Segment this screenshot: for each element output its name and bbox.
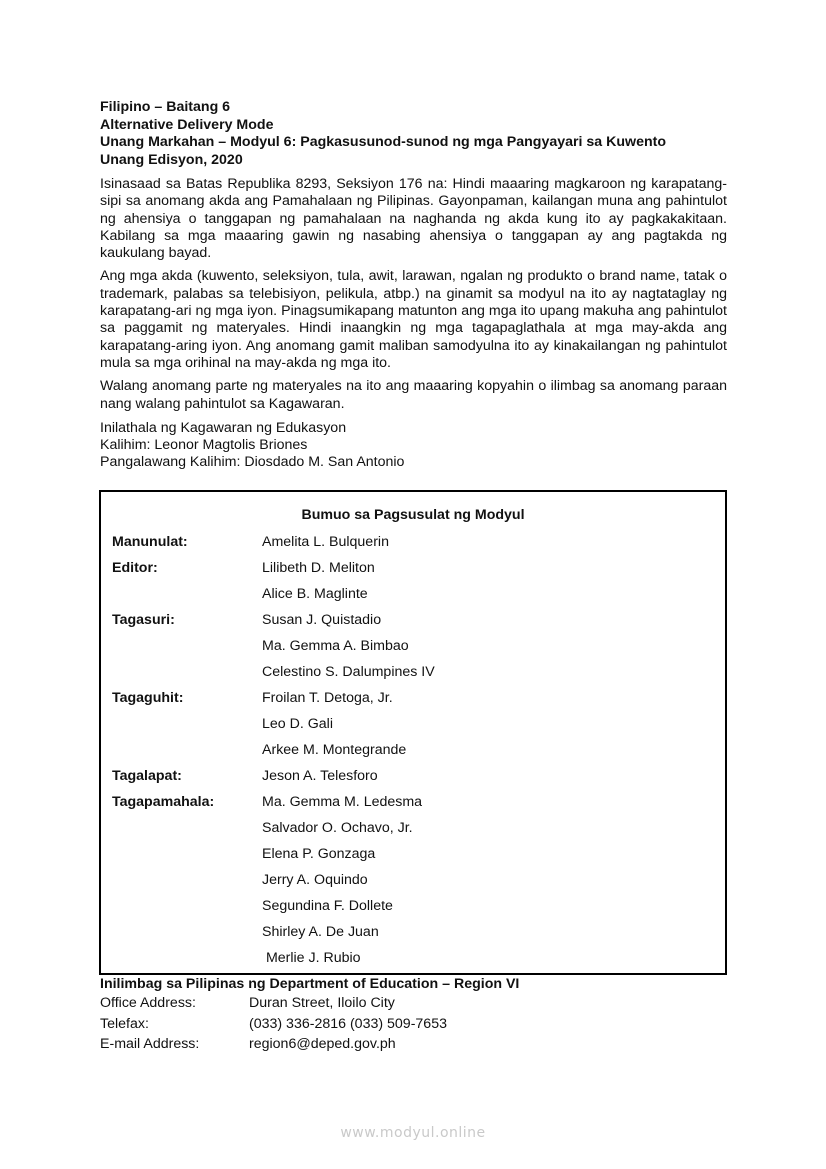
credit-row xyxy=(112,872,715,898)
delivery-mode: Alternative Delivery Mode xyxy=(100,116,274,133)
document-header xyxy=(100,99,727,169)
trademark-paragraph: Ang mga akda (kuwento, seleksiyon, tula, awit, larawan, ngalan ng produkto o brand name, tatak o trademark, palabas sa telebisiyon, pelikula, atbp.) na ginamit sa modyul na ito ay nagtataglay ng karapatang-ari ng mga iyon. Pinagsumikapang matunton ang mga ito upang makuha ang pahintulot sa paggamit ng materyales. Hindi inaangkin ng mga tagapaglathala at mga may-akda ang karapatang-aring iyon. Ang anomang gamit maliban samodyulna ito ay kinakailangan ng pahintulot mula sa mga orihinal na may-akda ng mga ito. xyxy=(100,268,727,371)
contact-value: Duran Street, Iloilo City xyxy=(249,995,395,1011)
credit-name: Alice B. Maglinte xyxy=(262,586,368,602)
contact-label: Office Address: xyxy=(100,995,196,1011)
credit-name: Jeson A. Telesforo xyxy=(262,768,378,784)
credit-row xyxy=(112,534,715,560)
copyright-paragraph: Isinasaad sa Batas Republika 8293, Seksiyon 176 na: Hindi maaaring magkaroon ng karapatang-sipi sa anomang akda ang Pamahalaan ng Pilipinas. Gayonpaman, kailangan muna ang pahintulot ng ahensiya o tanggapan ng pamahalaan na naghanda ng akda kung ito ay pagkakakitaan. Kabilang sa mga maaaring gawin ng nasabing ahensiya o tanggapan ay ang pagtakda ng kaukulang bayad. xyxy=(100,176,727,262)
contact-row xyxy=(100,1034,740,1055)
credits-list xyxy=(112,534,715,976)
credit-name: Ma. Gemma M. Ledesma xyxy=(262,794,423,810)
contact-list xyxy=(100,993,740,1055)
undersecretary-line: Pangalawang Kalihim: Diosdado M. San Antonio xyxy=(100,454,405,471)
credit-row xyxy=(112,794,715,820)
credit-row xyxy=(112,898,715,924)
credit-row xyxy=(112,664,715,690)
credit-row xyxy=(112,560,715,586)
contact-row xyxy=(100,1014,740,1035)
contact-value: region6@deped.gov.ph xyxy=(249,1036,396,1052)
credit-role: Tagapamahala: xyxy=(112,794,215,810)
credit-name: Elena P. Gonzaga xyxy=(262,846,376,862)
credit-name: Ma. Gemma A. Bimbao xyxy=(262,638,409,654)
credit-row xyxy=(112,846,715,872)
secretary-line: Kalihim: Leonor Magtolis Briones xyxy=(100,437,308,454)
credit-role: Tagalapat: xyxy=(112,768,182,784)
printer-title: Inilimbag sa Pilipinas ng Department of Education – Region VI xyxy=(100,976,520,992)
credit-row xyxy=(112,612,715,638)
credit-role: Tagaguhit: xyxy=(112,690,184,706)
copyright-page xyxy=(100,99,727,472)
credit-name: Leo D. Gali xyxy=(262,716,333,732)
credit-row xyxy=(112,742,715,768)
contact-label: E-mail Address: xyxy=(100,1036,200,1052)
credit-name: Froilan T. Detoga, Jr. xyxy=(262,690,393,706)
credit-row xyxy=(112,768,715,794)
credits-title: Bumuo sa Pagsusulat ng Modyul xyxy=(301,507,525,523)
credit-name: Amelita L. Bulquerin xyxy=(262,534,389,550)
contact-value: (033) 336-2816 (033) 509-7653 xyxy=(249,1015,447,1032)
publisher-line: Inilathala ng Kagawaran ng Edukasyon xyxy=(100,419,347,436)
contact-label: Telefax: xyxy=(100,1015,149,1032)
credit-row xyxy=(112,716,715,742)
credits-box xyxy=(99,490,727,975)
contact-row xyxy=(100,993,740,1014)
module-title: Unang Markahan – Modyul 6: Pagkasusunod-sunod ng mga Pangyayari sa Kuwento xyxy=(100,134,667,150)
credit-role: Editor: xyxy=(112,560,158,576)
watermark: www.modyul.online xyxy=(340,1125,486,1141)
credit-name: Arkee M. Montegrande xyxy=(262,742,407,758)
credit-row xyxy=(112,950,715,976)
reproduction-paragraph: Walang anomang parte ng materyales na ito ang maaaring kopyahin o ilimbag sa anomang paraan nang walang pahintulot sa Kagawaran. xyxy=(100,378,727,412)
credit-row xyxy=(112,638,715,664)
credit-name: Jerry A. Oquindo xyxy=(262,872,368,888)
credit-role: Tagasuri: xyxy=(112,612,175,628)
credit-name: Shirley A. De Juan xyxy=(262,924,379,940)
subject-grade: Filipino – Baitang 6 xyxy=(100,99,231,115)
credit-name: Celestino S. Dalumpines IV xyxy=(262,664,435,680)
credit-role: Manunulat: xyxy=(112,534,188,550)
credit-row xyxy=(112,586,715,612)
edition: Unang Edisyon, 2020 xyxy=(100,151,243,168)
credit-name: Susan J. Quistadio xyxy=(262,612,382,628)
credit-row xyxy=(112,820,715,846)
credit-name: Merlie J. Rubio xyxy=(262,950,361,966)
credit-name: Salvador O. Ochavo, Jr. xyxy=(262,820,413,836)
credit-name: Segundina F. Dollete xyxy=(262,898,393,914)
printer-info xyxy=(100,976,740,1055)
credit-name: Lilibeth D. Meliton xyxy=(262,560,375,576)
publisher-info xyxy=(100,420,727,472)
credit-row xyxy=(112,690,715,716)
credit-row xyxy=(112,924,715,950)
